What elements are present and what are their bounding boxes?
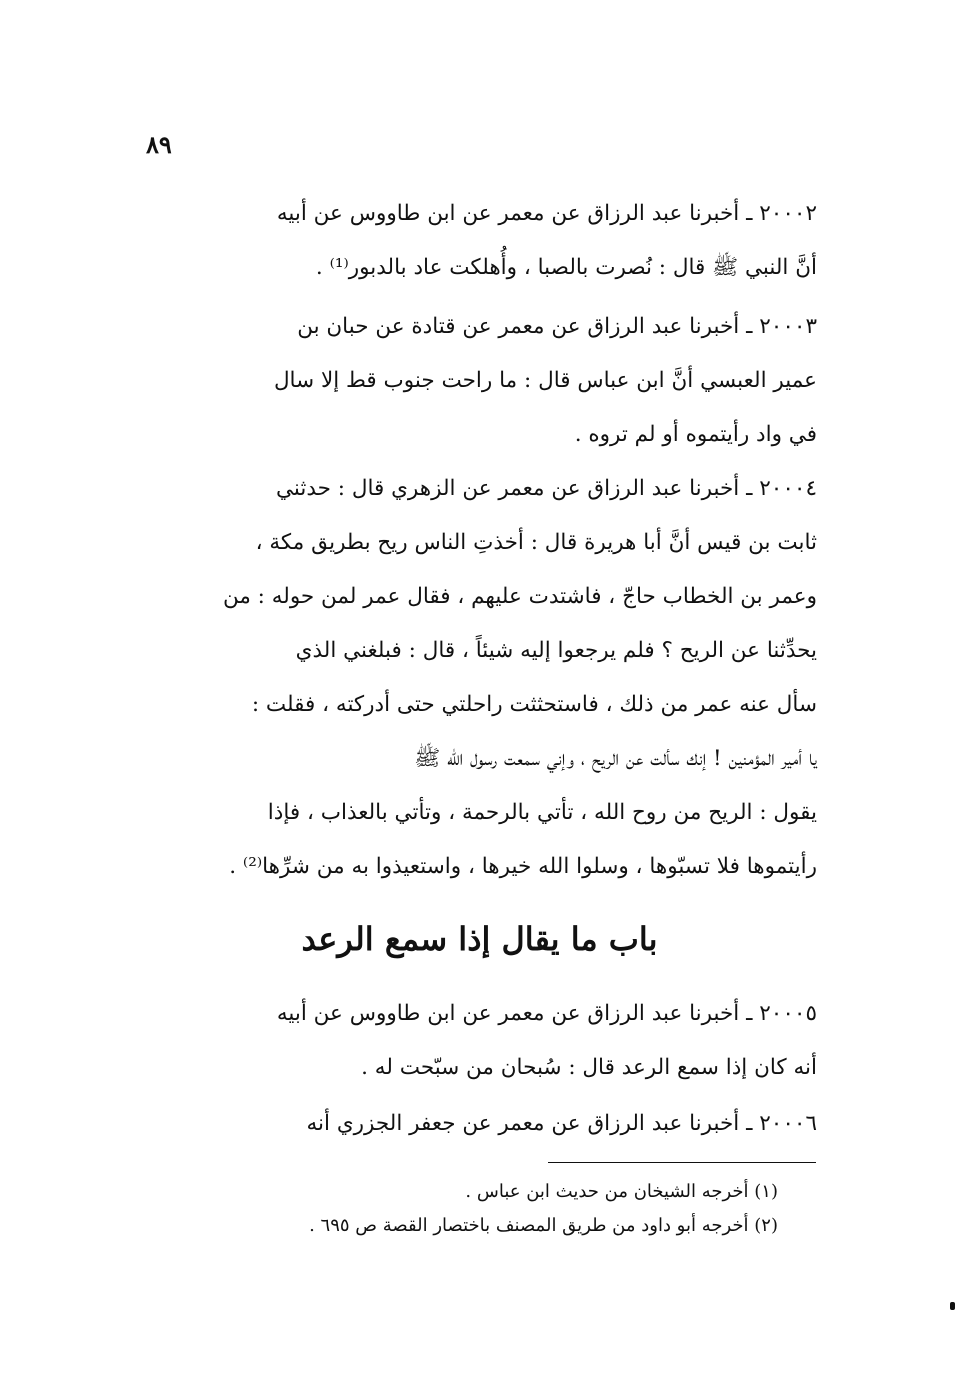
text-line: أنه كان إذا سمع الرعد قال : سُبحان من سبّحت له .	[361, 1055, 817, 1080]
footnote-1: (١) أخرجه الشيخان من حديث ابن عباس .	[465, 1181, 778, 1202]
text-line: عمير العبسي أنَّ ابن عباس قال : ما راحت جنوب قط إلا سال	[273, 368, 817, 393]
text-line: في واد رأيتموه أو لم تروه .	[574, 422, 817, 447]
chapter-title: باب ما يقال إذا سمع الرعد	[301, 920, 658, 958]
scan-edge-mark	[950, 1302, 955, 1310]
hadith-20002	[142, 203, 817, 311]
hadith-20004	[142, 478, 817, 910]
text-line: أنَّ النبي ﷺ قال : نُصرت بالصبا ، وأُهلكت عاد بالدبور⁽¹⁾ .	[315, 255, 817, 280]
text-line: ٢٠٠٠٥ ـ أخبرنا عبد الرزاق عن معمر عن ابن طاووس عن أبيه	[276, 1001, 817, 1026]
hadith-20005	[142, 1003, 817, 1111]
text-line: وعمر بن الخطاب حاجّ ، فاشتدت عليهم ، فقال عمر لمن حوله : من	[222, 584, 817, 609]
text-line: ٢٠٠٠٢ ـ أخبرنا عبد الرزاق عن معمر عن ابن طاووس عن أبيه	[276, 201, 817, 226]
text-line: ٢٠٠٠٤ ـ أخبرنا عبد الرزاق عن معمر عن الزهري قال : حدثني	[275, 476, 817, 501]
text-line: يحدِّثنا عن الريح ؟ فلم يرجعوا إليه شيئاً ، قال : فبلغني الذي	[295, 638, 817, 663]
text-line: ٢٠٠٠٣ ـ أخبرنا عبد الرزاق عن معمر عن قتادة عن حبان بن	[297, 314, 817, 339]
text-line: يا أمير المؤمنين ! إنك سألت عن الريح ، وإني سمعت رسول الله ﷺ	[414, 746, 817, 771]
hadith-20003	[142, 316, 817, 478]
footnotes	[142, 1183, 778, 1251]
footnote-divider	[548, 1162, 816, 1163]
text-line: رأيتموها فلا تسبّوها ، وسلوا الله خيرها ، واستعيذوا به من شرِّها⁽²⁾ .	[229, 854, 817, 879]
text-line: يقول : الريح من روح الله ، تأتي بالرحمة ، وتأتي بالعذاب ، فإذا	[267, 800, 817, 825]
text-line: ثابت بن قيس أنَّ أبا هريرة قال : أخذتِ الناس ريح بطريق مكة ،	[255, 530, 817, 555]
footnote-2: (٢) أخرجه أبو داود من طريق المصنف باختصار القصة ص ٦٩٥ .	[309, 1215, 778, 1236]
hadith-20006	[142, 1113, 817, 1167]
text-line: سأل عنه عمر من ذلك ، فاستحثثت راحلتي حتى أدركته ، فقلت :	[251, 692, 817, 717]
text-line: ٢٠٠٠٦ ـ أخبرنا عبد الرزاق عن معمر عن جعفر الجزري أنه	[306, 1111, 817, 1136]
page-number: ٨٩	[146, 130, 172, 159]
